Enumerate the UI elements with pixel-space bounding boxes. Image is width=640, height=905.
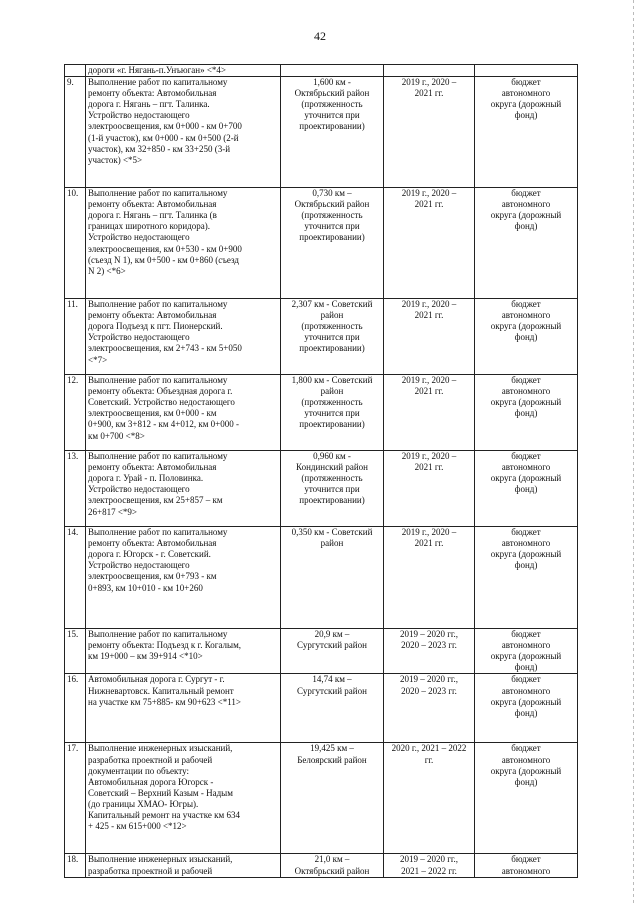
- work-description-cell: [86, 743, 281, 854]
- work-description-cell: [86, 854, 281, 877]
- work-description: дороги «г. Нягань-п.Унъюган» <*4>: [88, 65, 227, 75]
- work-description-cell: [86, 65, 281, 77]
- funding-source: бюджет автономного: [501, 854, 551, 876]
- funding-source-cell: [475, 674, 578, 743]
- row-number-cell: [65, 375, 86, 451]
- works-table: [64, 64, 578, 878]
- table-row: [65, 77, 578, 188]
- table-row: [65, 674, 578, 743]
- length-location-cell: [281, 629, 384, 674]
- length-location: 1,800 км - Советский район (протяженность уточнится при проектировании): [291, 375, 373, 430]
- implementation-years: 2019 г., 2020 – 2021 гг.: [401, 375, 457, 397]
- work-description: Выполнение работ по капитальному ремонту объекта: Подъезд к г. Когалым, км 19+000 – км 39+914 <*10>: [88, 629, 242, 662]
- length-location: 1,600 км - Октябрьский район (протяженность уточнится при проектировании): [294, 77, 370, 132]
- implementation-years: 2019 г., 2020 – 2021 гг.: [401, 451, 457, 473]
- length-location-cell: [281, 674, 384, 743]
- length-location-cell: [281, 854, 384, 877]
- length-location-cell: [281, 65, 384, 77]
- row-number: 16.: [67, 674, 79, 685]
- funding-source-cell: [475, 65, 578, 77]
- implementation-years-cell: [384, 65, 475, 77]
- funding-source: бюджет автономного округа (дорожный фонд): [490, 375, 562, 419]
- funding-source-cell: [475, 188, 578, 299]
- work-description-cell: [86, 375, 281, 451]
- funding-source: бюджет автономного округа (дорожный фонд): [490, 451, 562, 495]
- funding-source: бюджет автономного округа (дорожный фонд): [490, 629, 562, 673]
- funding-source: бюджет автономного округа (дорожный фонд): [490, 299, 562, 343]
- implementation-years-cell: [384, 77, 475, 188]
- funding-source-cell: [475, 854, 578, 877]
- work-description-cell: [86, 299, 281, 375]
- work-description: Выполнение работ по капитальному ремонту объекта: Автомобильная дорога г. Урай - п. Половинка. Устройство недостающего электроосвещения, км 25+857 – км 26+817 <*9>: [88, 451, 228, 517]
- table-row: [65, 743, 578, 854]
- length-location: 20,9 км – Сургутский район: [297, 629, 367, 651]
- length-location-cell: [281, 451, 384, 527]
- work-description: Автомобильная дорога г. Сургут - г. Нижневартовск. Капитальный ремонт на участке км 75+885- км 90+623 <*11>: [88, 674, 242, 707]
- work-description-cell: [86, 188, 281, 299]
- funding-source: бюджет автономного округа (дорожный фонд): [490, 527, 562, 571]
- row-number: 13.: [67, 451, 79, 462]
- row-number: 15.: [67, 629, 79, 640]
- implementation-years-cell: [384, 743, 475, 854]
- table-row: [65, 188, 578, 299]
- implementation-years-cell: [384, 375, 475, 451]
- work-description: Выполнение инженерных изысканий, разработка проектной и рабочей: [88, 854, 233, 876]
- table-row: [65, 629, 578, 674]
- funding-source: бюджет автономного округа (дорожный фонд): [490, 674, 562, 718]
- work-description-cell: [86, 674, 281, 743]
- work-description: Выполнение инженерных изысканий, разработка проектной и рабочей документации по объекту: Автомобильная дорога Югорск - Советский – Верхний Казым - Надым (до границы ХМАО- Югры). Капитальный ремонт на участке км 634 + 425 - км 615+000 <*12>: [88, 743, 240, 832]
- row-number-cell: [65, 77, 86, 188]
- implementation-years: 2019 г., 2020 – 2021 гг.: [401, 527, 457, 549]
- row-number-cell: [65, 527, 86, 629]
- length-location: 0,960 км - Кондинский район (протяженность уточнится при проектировании): [296, 451, 368, 506]
- scan-edge-divider: [633, 0, 634, 905]
- row-number: 14.: [67, 527, 79, 538]
- row-number-cell: [65, 451, 86, 527]
- implementation-years: 2019 – 2020 гг., 2021 – 2022 гг.: [399, 854, 459, 876]
- length-location: 21,0 км – Октябрьский район: [294, 854, 370, 876]
- length-location: 0,730 км – Октябрьский район (протяженность уточнится при проектировании): [294, 188, 370, 243]
- implementation-years-cell: [384, 629, 475, 674]
- row-number-cell: [65, 743, 86, 854]
- funding-source: бюджет автономного округа (дорожный фонд): [490, 188, 562, 232]
- implementation-years-cell: [384, 451, 475, 527]
- funding-source-cell: [475, 299, 578, 375]
- page-number: 42: [314, 29, 326, 43]
- length-location-cell: [281, 527, 384, 629]
- length-location-cell: [281, 299, 384, 375]
- work-description: Выполнение работ по капитальному ремонту объекта: Автомобильная дорога г. Нягань – пгт. Талинка (в границах широтного коридора). Устройство недостающего электроосвещения, км 0+530 - км 0+900 (съезд N 1), км 0+500 - км 0+860 (съезд N 2) <*6>: [88, 188, 242, 276]
- work-description: Выполнение работ по капитальному ремонту объекта: Автомобильная дорога г. Югорск - г. Советский. Устройство недостающего электроосвещения, км 0+793 - км 0+893, км 10+010 - км 10+260: [88, 527, 228, 593]
- implementation-years-cell: [384, 527, 475, 629]
- row-number: 11.: [67, 299, 78, 310]
- length-location: 14,74 км – Сургутский район: [297, 674, 367, 696]
- row-number-cell: [65, 674, 86, 743]
- length-location-cell: [281, 375, 384, 451]
- funding-source-cell: [475, 629, 578, 674]
- funding-source: бюджет автономного округа (дорожный фонд): [490, 77, 562, 121]
- works-table-body: [65, 65, 578, 878]
- funding-source-cell: [475, 743, 578, 854]
- length-location-cell: [281, 188, 384, 299]
- work-description-cell: [86, 629, 281, 674]
- row-number: 17.: [67, 743, 79, 754]
- row-number: 12.: [67, 375, 79, 386]
- implementation-years: 2019 – 2020 гг., 2020 – 2023 гг.: [399, 629, 459, 651]
- row-number: 9.: [67, 77, 74, 88]
- work-description: Выполнение работ по капитальному ремонту объекта: Автомобильная дорога г. Нягань – пгт. Талинка. Устройство недостающего электроосвещения, км 0+000 - км 0+700 (1-й участок), км 0+000 - км 0+500 (2-й участок), км 32+850 - км 33+250 (3-й участок) <*5>: [88, 77, 242, 165]
- implementation-years-cell: [384, 188, 475, 299]
- table-row: [65, 854, 578, 877]
- row-number-cell: [65, 299, 86, 375]
- funding-source-cell: [475, 375, 578, 451]
- funding-source: бюджет автономного округа (дорожный фонд): [490, 743, 562, 787]
- table-row: [65, 527, 578, 629]
- work-description-cell: [86, 527, 281, 629]
- funding-source-cell: [475, 77, 578, 188]
- row-number: 10.: [67, 188, 79, 199]
- row-number: 18.: [67, 854, 79, 865]
- funding-source-cell: [475, 451, 578, 527]
- row-number-cell: [65, 629, 86, 674]
- implementation-years: 2020 г., 2021 – 2022 гг.: [391, 743, 467, 765]
- length-location: 2,307 км - Советский район (протяженность уточнится при проектировании): [291, 299, 373, 354]
- work-description-cell: [86, 451, 281, 527]
- work-description: Выполнение работ по капитальному ремонту объекта: Автомобильная дорога Подъезд к пгт. Пионерский. Устройство недостающего электроосвещения, км 2+743 - км 5+050 <*7>: [88, 299, 242, 365]
- implementation-years: 2019 – 2020 гг., 2020 – 2023 гг.: [399, 674, 459, 696]
- implementation-years-cell: [384, 674, 475, 743]
- row-number-cell: [65, 188, 86, 299]
- implementation-years-cell: [384, 299, 475, 375]
- row-number-cell: [65, 854, 86, 877]
- implementation-years-cell: [384, 854, 475, 877]
- funding-source-cell: [475, 527, 578, 629]
- implementation-years: 2019 г., 2020 – 2021 гг.: [401, 188, 457, 210]
- length-location-cell: [281, 77, 384, 188]
- implementation-years: 2019 г., 2020 – 2021 гг.: [401, 299, 457, 321]
- work-description-cell: [86, 77, 281, 188]
- table-row: [65, 299, 578, 375]
- table-row: [65, 375, 578, 451]
- length-location: 0,350 км - Советский район: [291, 527, 373, 549]
- implementation-years: 2019 г., 2020 – 2021 гг.: [401, 77, 457, 99]
- table-row: [65, 65, 578, 77]
- work-description: Выполнение работ по капитальному ремонту объекта: Объездная дорога г. Советский. Устройство недостающего электроосвещения, км 0+000 - км 0+900, км 3+812 - км 4+012, км 0+000 - км 0+700 <*8>: [88, 375, 240, 441]
- length-location-cell: [281, 743, 384, 854]
- row-number-cell: [65, 65, 86, 77]
- table-row: [65, 451, 578, 527]
- length-location: 19,425 км – Белоярский район: [297, 743, 367, 765]
